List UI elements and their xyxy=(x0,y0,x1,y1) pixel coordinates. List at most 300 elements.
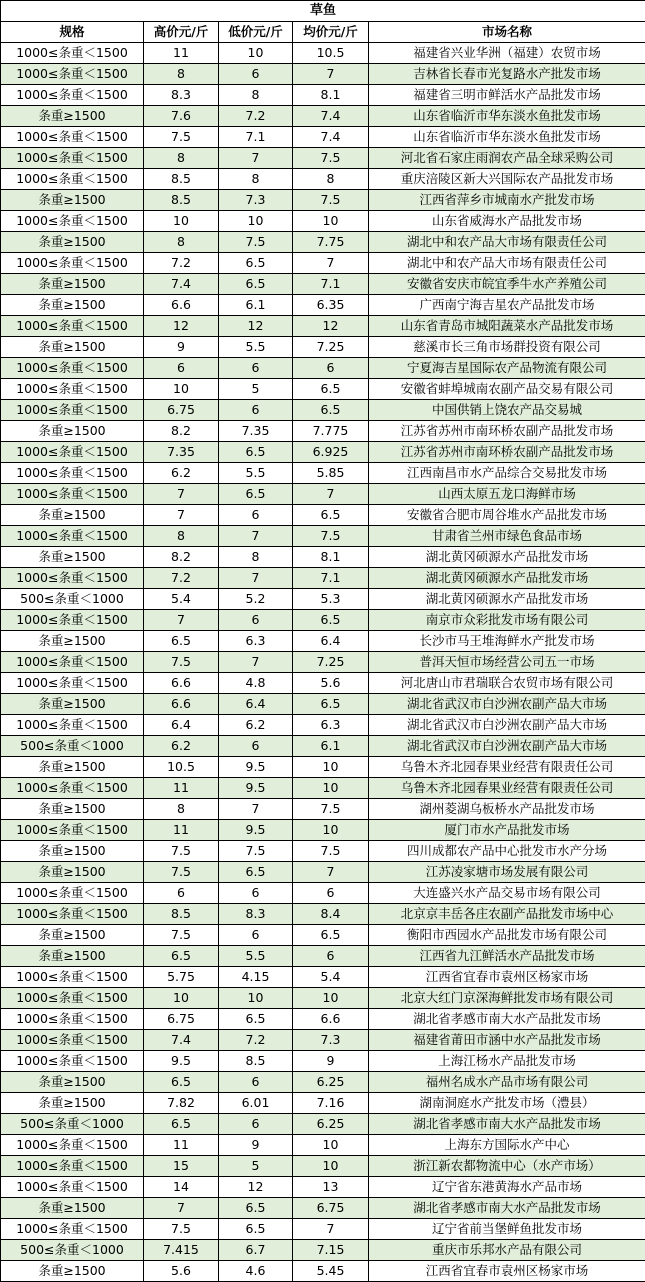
cell-spec: 1000≤条重＜1500 xyxy=(1,652,144,673)
cell-spec: 条重≥1500 xyxy=(1,190,144,211)
cell-market-name: 大连盛兴水产品交易市场有限公司 xyxy=(369,883,645,904)
cell-high-price: 7.5 xyxy=(144,925,219,946)
cell-avg-price: 6.5 xyxy=(293,505,369,526)
table-row xyxy=(1,883,645,904)
cell-high-price: 8 xyxy=(144,64,219,85)
cell-low-price: 12 xyxy=(219,1177,293,1198)
cell-market-name: 浙江新农都物流中心（水产市场） xyxy=(369,1156,645,1177)
cell-low-price: 6 xyxy=(219,736,293,757)
cell-low-price: 7 xyxy=(219,148,293,169)
cell-avg-price: 13 xyxy=(293,1177,369,1198)
cell-low-price: 6 xyxy=(219,925,293,946)
cell-market-name: 江西省萍乡市城南水产批发市场 xyxy=(369,190,645,211)
cell-avg-price: 7.5 xyxy=(293,526,369,547)
table-row xyxy=(1,1072,645,1093)
cell-spec: 条重≥1500 xyxy=(1,946,144,967)
cell-low-price: 6 xyxy=(219,358,293,379)
cell-low-price: 6.3 xyxy=(219,631,293,652)
cell-avg-price: 8.4 xyxy=(293,904,369,925)
cell-avg-price: 6.6 xyxy=(293,1009,369,1030)
cell-low-price: 8 xyxy=(219,169,293,190)
cell-avg-price: 6.75 xyxy=(293,1198,369,1219)
cell-low-price: 7.2 xyxy=(219,1030,293,1051)
cell-low-price: 6 xyxy=(219,400,293,421)
cell-avg-price: 6.35 xyxy=(293,295,369,316)
table-row xyxy=(1,925,645,946)
table-title: 草鱼 xyxy=(1,1,645,22)
table-row xyxy=(1,1135,645,1156)
cell-spec: 条重≥1500 xyxy=(1,757,144,778)
table-row xyxy=(1,526,645,547)
table-row xyxy=(1,946,645,967)
cell-market-name: 江苏省苏州市南环桥农副产品批发市场 xyxy=(369,421,645,442)
cell-spec: 1000≤条重＜1500 xyxy=(1,967,144,988)
cell-market-name: 安徽省合肥市周谷堆水产品批发市场 xyxy=(369,505,645,526)
cell-avg-price: 7.5 xyxy=(293,190,369,211)
cell-avg-price: 5.45 xyxy=(293,1261,369,1282)
cell-low-price: 6.5 xyxy=(219,442,293,463)
cell-market-name: 宁夏海吉星国际农产品物流有限公司 xyxy=(369,358,645,379)
cell-market-name: 上海江杨水产品批发市场 xyxy=(369,1051,645,1072)
table-row xyxy=(1,967,645,988)
header-low-price: 低价元/斤 xyxy=(219,22,293,43)
cell-spec: 1000≤条重＜1500 xyxy=(1,442,144,463)
cell-low-price: 6.5 xyxy=(219,1198,293,1219)
cell-low-price: 7.1 xyxy=(219,127,293,148)
cell-high-price: 8 xyxy=(144,232,219,253)
cell-avg-price: 7.775 xyxy=(293,421,369,442)
cell-low-price: 9.5 xyxy=(219,757,293,778)
table-row xyxy=(1,1030,645,1051)
cell-spec: 1000≤条重＜1500 xyxy=(1,358,144,379)
cell-high-price: 11 xyxy=(144,778,219,799)
cell-spec: 1000≤条重＜1500 xyxy=(1,904,144,925)
cell-market-name: 湖北省孝感市南大水产品批发市场 xyxy=(369,1114,645,1135)
cell-low-price: 8 xyxy=(219,85,293,106)
cell-high-price: 7 xyxy=(144,505,219,526)
table-row xyxy=(1,379,645,400)
cell-low-price: 6.5 xyxy=(219,1009,293,1030)
cell-avg-price: 7.5 xyxy=(293,841,369,862)
cell-high-price: 8 xyxy=(144,799,219,820)
cell-high-price: 10 xyxy=(144,211,219,232)
table-row xyxy=(1,505,645,526)
cell-market-name: 江苏凌家塘市场发展有限公司 xyxy=(369,862,645,883)
cell-market-name: 河北省石家庄雨润农产品全球采购公司 xyxy=(369,148,645,169)
table-row xyxy=(1,589,645,610)
cell-avg-price: 10 xyxy=(293,757,369,778)
cell-high-price: 6.2 xyxy=(144,736,219,757)
cell-high-price: 7 xyxy=(144,484,219,505)
cell-high-price: 5.4 xyxy=(144,589,219,610)
cell-market-name: 江西省宜春市袁州区杨家市场 xyxy=(369,1261,645,1282)
cell-avg-price: 6.925 xyxy=(293,442,369,463)
cell-low-price: 10 xyxy=(219,988,293,1009)
table-row xyxy=(1,1240,645,1261)
cell-spec: 1000≤条重＜1500 xyxy=(1,820,144,841)
cell-spec: 条重≥1500 xyxy=(1,862,144,883)
cell-low-price: 12 xyxy=(219,316,293,337)
table-row xyxy=(1,316,645,337)
table-row xyxy=(1,358,645,379)
cell-high-price: 7.5 xyxy=(144,841,219,862)
table-row xyxy=(1,85,645,106)
cell-high-price: 6.6 xyxy=(144,673,219,694)
header-avg-price: 均价元/斤 xyxy=(293,22,369,43)
cell-spec: 条重≥1500 xyxy=(1,799,144,820)
cell-market-name: 福建省三明市鲜活水产品批发市场 xyxy=(369,85,645,106)
cell-low-price: 6 xyxy=(219,610,293,631)
cell-market-name: 湖南洞庭水产批发市场（澧县） xyxy=(369,1093,645,1114)
cell-market-name: 山东省临沂市华东淡水鱼批发市场 xyxy=(369,106,645,127)
cell-high-price: 6.4 xyxy=(144,715,219,736)
cell-low-price: 6 xyxy=(219,1114,293,1135)
cell-low-price: 7.5 xyxy=(219,841,293,862)
table-row xyxy=(1,253,645,274)
cell-market-name: 湖北省孝感市南大水产品批发市场 xyxy=(369,1198,645,1219)
cell-market-name: 湖北省武汉市白沙洲农副产品大市场 xyxy=(369,715,645,736)
cell-spec: 1000≤条重＜1500 xyxy=(1,883,144,904)
cell-avg-price: 7 xyxy=(293,484,369,505)
cell-spec: 1000≤条重＜1500 xyxy=(1,526,144,547)
cell-spec: 1000≤条重＜1500 xyxy=(1,43,144,64)
cell-market-name: 乌鲁木齐北园春果业经营有限责任公司 xyxy=(369,778,645,799)
cell-spec: 条重≥1500 xyxy=(1,505,144,526)
cell-avg-price: 6.4 xyxy=(293,631,369,652)
cell-avg-price: 8 xyxy=(293,169,369,190)
cell-high-price: 9 xyxy=(144,337,219,358)
cell-low-price: 6.5 xyxy=(219,484,293,505)
cell-spec: 1000≤条重＜1500 xyxy=(1,1051,144,1072)
cell-low-price: 6.5 xyxy=(219,253,293,274)
cell-avg-price: 6 xyxy=(293,358,369,379)
cell-market-name: 江苏省苏州市南环桥农副产品批发市场 xyxy=(369,442,645,463)
cell-market-name: 上海东方国际水产中心 xyxy=(369,1135,645,1156)
cell-market-name: 江西省宜春市袁州区杨家市场 xyxy=(369,967,645,988)
cell-spec: 条重≥1500 xyxy=(1,1072,144,1093)
table-row xyxy=(1,169,645,190)
cell-low-price: 6.5 xyxy=(219,274,293,295)
table-row xyxy=(1,736,645,757)
cell-low-price: 8.3 xyxy=(219,904,293,925)
cell-high-price: 6.5 xyxy=(144,1114,219,1135)
cell-avg-price: 7 xyxy=(293,64,369,85)
cell-high-price: 7.4 xyxy=(144,274,219,295)
cell-low-price: 7.35 xyxy=(219,421,293,442)
cell-high-price: 7.5 xyxy=(144,1219,219,1240)
cell-low-price: 6 xyxy=(219,1072,293,1093)
table-row xyxy=(1,1198,645,1219)
cell-avg-price: 10 xyxy=(293,988,369,1009)
cell-low-price: 4.15 xyxy=(219,967,293,988)
title-row xyxy=(1,1,645,22)
cell-spec: 500≤条重＜1000 xyxy=(1,1240,144,1261)
cell-market-name: 湖北中和农产品大市场有限责任公司 xyxy=(369,232,645,253)
cell-spec: 条重≥1500 xyxy=(1,547,144,568)
cell-high-price: 8.5 xyxy=(144,190,219,211)
cell-low-price: 7 xyxy=(219,526,293,547)
cell-spec: 条重≥1500 xyxy=(1,337,144,358)
table-row xyxy=(1,442,645,463)
cell-market-name: 福州名成水产品市场有限公司 xyxy=(369,1072,645,1093)
cell-low-price: 5.5 xyxy=(219,946,293,967)
cell-low-price: 6.1 xyxy=(219,295,293,316)
header-row xyxy=(1,22,645,43)
cell-high-price: 7.82 xyxy=(144,1093,219,1114)
cell-high-price: 8.5 xyxy=(144,904,219,925)
cell-high-price: 7.35 xyxy=(144,442,219,463)
cell-high-price: 6.5 xyxy=(144,946,219,967)
cell-high-price: 10 xyxy=(144,379,219,400)
cell-spec: 1000≤条重＜1500 xyxy=(1,169,144,190)
cell-spec: 条重≥1500 xyxy=(1,631,144,652)
table-row xyxy=(1,673,645,694)
table-row xyxy=(1,64,645,85)
cell-market-name: 山东省临沂市华东淡水鱼批发市场 xyxy=(369,127,645,148)
table-row xyxy=(1,841,645,862)
cell-avg-price: 7.15 xyxy=(293,1240,369,1261)
cell-low-price: 6.01 xyxy=(219,1093,293,1114)
cell-market-name: 福建省兴业华洲（福建）农贸市场 xyxy=(369,43,645,64)
cell-spec: 1000≤条重＜1500 xyxy=(1,1030,144,1051)
cell-high-price: 6.5 xyxy=(144,1072,219,1093)
cell-avg-price: 10 xyxy=(293,211,369,232)
table-row xyxy=(1,757,645,778)
cell-spec: 1000≤条重＜1500 xyxy=(1,1219,144,1240)
table-row xyxy=(1,106,645,127)
cell-high-price: 12 xyxy=(144,316,219,337)
cell-market-name: 湖北省武汉市白沙洲农副产品大市场 xyxy=(369,736,645,757)
cell-high-price: 6 xyxy=(144,358,219,379)
cell-avg-price: 10 xyxy=(293,1135,369,1156)
cell-market-name: 长沙市马王堆海鲜水产批发市场 xyxy=(369,631,645,652)
cell-spec: 条重≥1500 xyxy=(1,925,144,946)
cell-high-price: 6.75 xyxy=(144,1009,219,1030)
cell-low-price: 6.2 xyxy=(219,715,293,736)
cell-market-name: 重庆市乐邦水产品有限公司 xyxy=(369,1240,645,1261)
cell-high-price: 6.75 xyxy=(144,400,219,421)
cell-high-price: 11 xyxy=(144,1135,219,1156)
cell-market-name: 厦门市水产品批发市场 xyxy=(369,820,645,841)
table-row xyxy=(1,1261,645,1282)
table-row xyxy=(1,190,645,211)
cell-low-price: 9 xyxy=(219,1135,293,1156)
cell-avg-price: 7.75 xyxy=(293,232,369,253)
table-row xyxy=(1,295,645,316)
cell-spec: 1000≤条重＜1500 xyxy=(1,148,144,169)
cell-market-name: 湖北中和农产品大市场有限责任公司 xyxy=(369,253,645,274)
cell-avg-price: 7.16 xyxy=(293,1093,369,1114)
cell-market-name: 湖北黄冈硕源水产品批发市场 xyxy=(369,589,645,610)
cell-high-price: 6 xyxy=(144,883,219,904)
cell-market-name: 南京市众彩批发市场有限公司 xyxy=(369,610,645,631)
cell-market-name: 衡阳市西园水产品批发市场有限公司 xyxy=(369,925,645,946)
cell-spec: 条重≥1500 xyxy=(1,841,144,862)
cell-low-price: 5 xyxy=(219,379,293,400)
table-row xyxy=(1,337,645,358)
cell-low-price: 7.2 xyxy=(219,106,293,127)
cell-avg-price: 5.85 xyxy=(293,463,369,484)
cell-market-name: 普洱天恒市场经营公司五一市场 xyxy=(369,652,645,673)
cell-high-price: 7 xyxy=(144,610,219,631)
cell-high-price: 6.2 xyxy=(144,463,219,484)
cell-low-price: 4.8 xyxy=(219,673,293,694)
cell-spec: 1000≤条重＜1500 xyxy=(1,127,144,148)
cell-low-price: 6 xyxy=(219,505,293,526)
cell-market-name: 山西太原五龙口海鲜市场 xyxy=(369,484,645,505)
cell-spec: 条重≥1500 xyxy=(1,1093,144,1114)
cell-low-price: 6.5 xyxy=(219,862,293,883)
cell-avg-price: 7.5 xyxy=(293,148,369,169)
header-spec: 规格 xyxy=(1,22,144,43)
table-row xyxy=(1,1051,645,1072)
cell-spec: 1000≤条重＜1500 xyxy=(1,610,144,631)
cell-high-price: 8.3 xyxy=(144,85,219,106)
cell-high-price: 7.5 xyxy=(144,652,219,673)
cell-low-price: 6.5 xyxy=(219,1219,293,1240)
cell-high-price: 10.5 xyxy=(144,757,219,778)
cell-market-name: 山东省青岛市城阳蔬菜水产品批发市场 xyxy=(369,316,645,337)
cell-market-name: 重庆涪陵区新大兴国际农产品批发市场 xyxy=(369,169,645,190)
cell-market-name: 辽宁省前当堡鲜鱼批发市场 xyxy=(369,1219,645,1240)
cell-high-price: 10 xyxy=(144,988,219,1009)
cell-high-price: 15 xyxy=(144,1156,219,1177)
table-row xyxy=(1,820,645,841)
header-market-name: 市场名称 xyxy=(369,22,645,43)
cell-low-price: 6 xyxy=(219,64,293,85)
table-row xyxy=(1,547,645,568)
table-row xyxy=(1,715,645,736)
cell-avg-price: 7.25 xyxy=(293,652,369,673)
header-high-price: 高价元/斤 xyxy=(144,22,219,43)
table-row xyxy=(1,904,645,925)
cell-spec: 1000≤条重＜1500 xyxy=(1,715,144,736)
cell-low-price: 8 xyxy=(219,547,293,568)
cell-spec: 500≤条重＜1000 xyxy=(1,736,144,757)
cell-low-price: 7 xyxy=(219,568,293,589)
cell-high-price: 8.2 xyxy=(144,547,219,568)
cell-spec: 1000≤条重＜1500 xyxy=(1,463,144,484)
cell-market-name: 广西南宁海吉星农产品批发市场 xyxy=(369,295,645,316)
cell-avg-price: 6 xyxy=(293,946,369,967)
cell-high-price: 9.5 xyxy=(144,1051,219,1072)
cell-spec: 1000≤条重＜1500 xyxy=(1,253,144,274)
cell-low-price: 4.6 xyxy=(219,1261,293,1282)
cell-high-price: 5.6 xyxy=(144,1261,219,1282)
cell-market-name: 湖北黄冈硕源水产品批发市场 xyxy=(369,547,645,568)
cell-high-price: 6.5 xyxy=(144,631,219,652)
cell-market-name: 四川成都农产品中心批发市水产分场 xyxy=(369,841,645,862)
cell-spec: 1000≤条重＜1500 xyxy=(1,568,144,589)
cell-avg-price: 7.5 xyxy=(293,799,369,820)
cell-market-name: 甘肃省兰州市绿色食品市场 xyxy=(369,526,645,547)
cell-avg-price: 7.4 xyxy=(293,106,369,127)
cell-spec: 500≤条重＜1000 xyxy=(1,1114,144,1135)
cell-market-name: 河北唐山市君瑞联合农贸市场有限公司 xyxy=(369,673,645,694)
cell-avg-price: 8.1 xyxy=(293,547,369,568)
cell-high-price: 11 xyxy=(144,43,219,64)
table-row xyxy=(1,1093,645,1114)
cell-spec: 1000≤条重＜1500 xyxy=(1,484,144,505)
cell-spec: 条重≥1500 xyxy=(1,232,144,253)
cell-avg-price: 5.4 xyxy=(293,967,369,988)
table-row xyxy=(1,631,645,652)
cell-high-price: 7.2 xyxy=(144,568,219,589)
cell-market-name: 湖州菱湖乌板桥水产品批发市场 xyxy=(369,799,645,820)
cell-spec: 1000≤条重＜1500 xyxy=(1,1135,144,1156)
cell-spec: 1000≤条重＜1500 xyxy=(1,316,144,337)
cell-spec: 1000≤条重＜1500 xyxy=(1,1009,144,1030)
cell-avg-price: 12 xyxy=(293,316,369,337)
table-row xyxy=(1,1177,645,1198)
cell-spec: 1000≤条重＜1500 xyxy=(1,85,144,106)
cell-market-name: 安徽省蚌埠城南农副产品交易有限公司 xyxy=(369,379,645,400)
cell-low-price: 7.3 xyxy=(219,190,293,211)
cell-avg-price: 6.5 xyxy=(293,400,369,421)
cell-market-name: 吉林省长春市光复路水产批发市场 xyxy=(369,64,645,85)
table-row xyxy=(1,988,645,1009)
cell-avg-price: 10 xyxy=(293,778,369,799)
cell-avg-price: 6.5 xyxy=(293,379,369,400)
table-row xyxy=(1,232,645,253)
cell-high-price: 7 xyxy=(144,1198,219,1219)
cell-avg-price: 7 xyxy=(293,253,369,274)
cell-high-price: 7.4 xyxy=(144,1030,219,1051)
cell-avg-price: 5.6 xyxy=(293,673,369,694)
cell-market-name: 北京大红门京深海鲜批发市场有限公司 xyxy=(369,988,645,1009)
table-row xyxy=(1,127,645,148)
cell-avg-price: 6.5 xyxy=(293,694,369,715)
cell-spec: 1000≤条重＜1500 xyxy=(1,988,144,1009)
cell-avg-price: 10 xyxy=(293,1156,369,1177)
cell-high-price: 8.5 xyxy=(144,169,219,190)
cell-spec: 条重≥1500 xyxy=(1,1198,144,1219)
cell-low-price: 10 xyxy=(219,211,293,232)
cell-high-price: 8 xyxy=(144,148,219,169)
cell-high-price: 5.75 xyxy=(144,967,219,988)
cell-high-price: 8 xyxy=(144,526,219,547)
cell-high-price: 7.5 xyxy=(144,862,219,883)
cell-spec: 500≤条重＜1000 xyxy=(1,589,144,610)
cell-avg-price: 7.3 xyxy=(293,1030,369,1051)
cell-avg-price: 10 xyxy=(293,820,369,841)
cell-avg-price: 6.5 xyxy=(293,925,369,946)
cell-high-price: 7.5 xyxy=(144,127,219,148)
cell-high-price: 7.2 xyxy=(144,253,219,274)
cell-market-name: 湖北黄冈硕源水产品批发市场 xyxy=(369,568,645,589)
table-row xyxy=(1,463,645,484)
cell-spec: 条重≥1500 xyxy=(1,274,144,295)
cell-avg-price: 7 xyxy=(293,1219,369,1240)
cell-low-price: 5.2 xyxy=(219,589,293,610)
cell-market-name: 江西南昌市水产品综合交易批发市场 xyxy=(369,463,645,484)
cell-avg-price: 6.1 xyxy=(293,736,369,757)
cell-avg-price: 9 xyxy=(293,1051,369,1072)
cell-low-price: 5 xyxy=(219,1156,293,1177)
cell-spec: 1000≤条重＜1500 xyxy=(1,379,144,400)
table-row xyxy=(1,43,645,64)
cell-low-price: 9.5 xyxy=(219,778,293,799)
cell-high-price: 6.6 xyxy=(144,295,219,316)
cell-avg-price: 8.1 xyxy=(293,85,369,106)
cell-spec: 条重≥1500 xyxy=(1,106,144,127)
table-row xyxy=(1,148,645,169)
cell-spec: 条重≥1500 xyxy=(1,295,144,316)
cell-avg-price: 6.25 xyxy=(293,1072,369,1093)
cell-spec: 条重≥1500 xyxy=(1,1261,144,1282)
cell-market-name: 湖北省孝感市南大水产品批发市场 xyxy=(369,1009,645,1030)
table-row xyxy=(1,799,645,820)
